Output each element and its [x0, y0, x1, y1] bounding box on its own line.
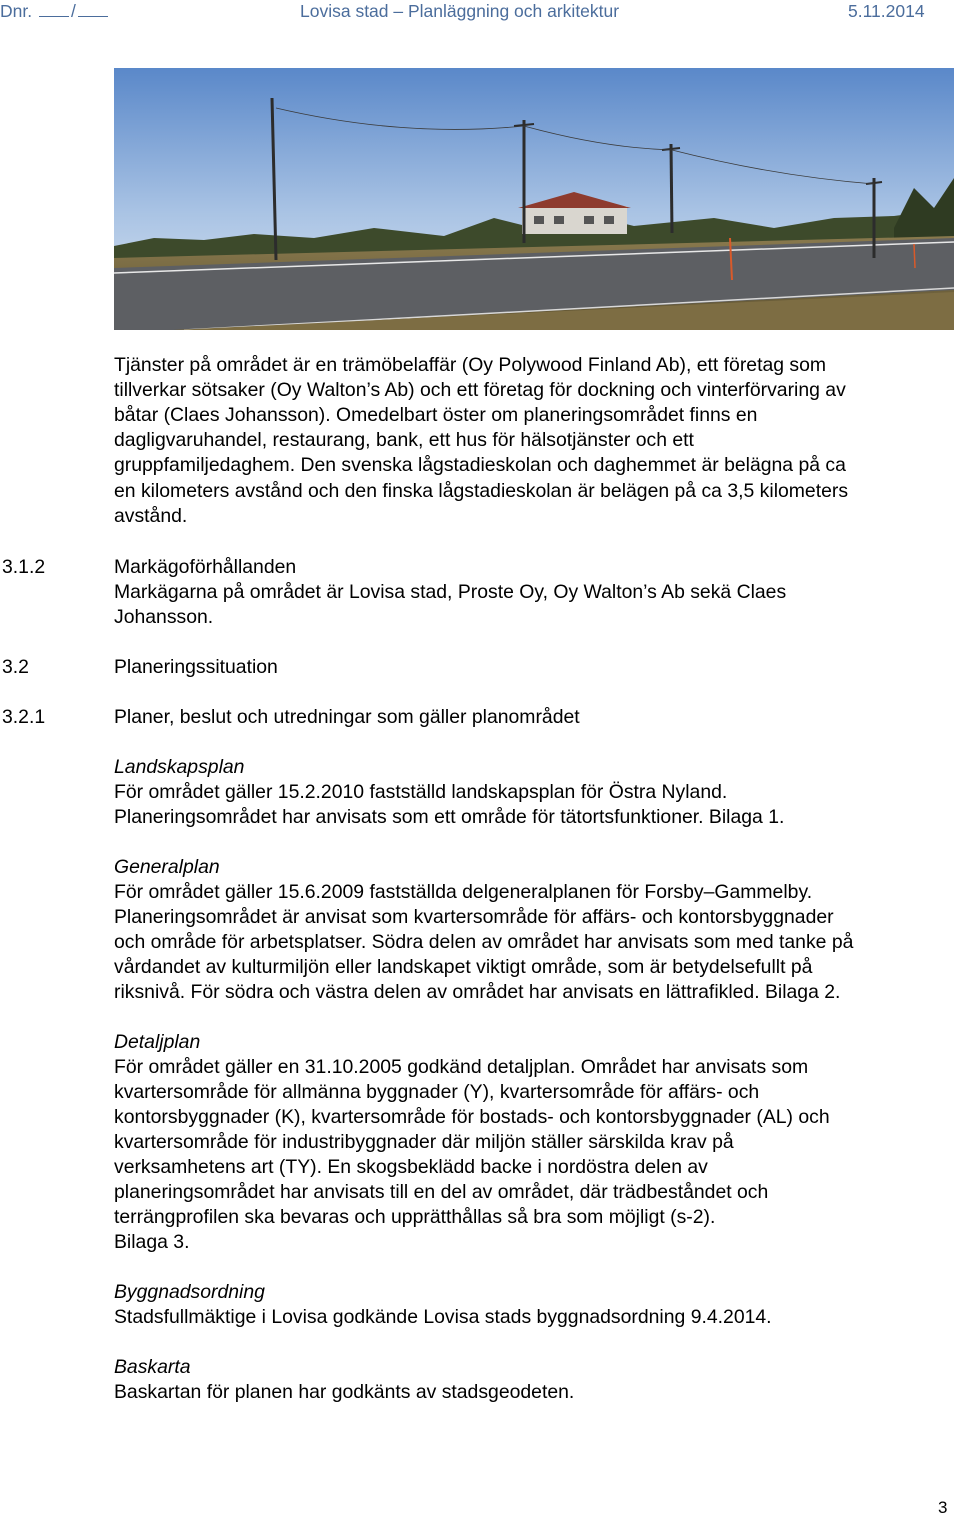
section-heading: Planer, beslut och utredningar som gäller planområdet	[114, 706, 580, 728]
subsection-line: kontorsbyggnader (K), kvartersområde för bostads- och kontorsbyggnader (AL) och	[114, 1106, 830, 1128]
intro-line-3: båtar (Claes Johansson). Omedelbart öster om planeringsområdet finns en	[114, 404, 758, 426]
page-header	[0, 0, 960, 22]
page-number: 3	[938, 1498, 948, 1517]
subsection-line: kvartersområde för allmänna byggnader (Y), kvartersområde för affärs- och	[114, 1081, 760, 1103]
header-date: 5.11.2014	[848, 1, 925, 21]
section-number: 3.2	[2, 656, 29, 678]
intro-line-7: avstånd.	[114, 505, 188, 527]
header-title: Lovisa stad – Planläggning och arkitektur	[300, 1, 620, 21]
section-number: 3.1.2	[2, 556, 46, 578]
site-photo	[114, 68, 954, 330]
subsection-line: vårdandet av kulturmiljön eller landskapet viktigt område, som är betydelsefullt på	[114, 956, 813, 978]
subsection-title: Generalplan	[114, 856, 220, 878]
intro-line-6: en kilometers avstånd och den finska lågstadieskolan är belägen på ca 3,5 kilometers	[114, 480, 849, 502]
subsection-line: terrängprofilen ska bevaras och upprätthållas så bra som möjligt (s-2).	[114, 1206, 716, 1228]
subsection-line: och område för arbetsplatser. Södra delen av området har anvisats som med tanke på	[114, 931, 854, 953]
subsection-line: För området gäller 15.6.2009 fastställda delgeneralplanen för Forsby–Gammelby.	[114, 881, 813, 903]
section-text-line: Johansson.	[114, 606, 214, 628]
intro-line-2: tillverkar sötsaker (Oy Walton’s Ab) och ett företag för dockning och vinterförvaring av	[114, 379, 846, 401]
subsection-title: Detaljplan	[114, 1031, 201, 1053]
subsection-line: kvartersområde för industribyggnader där miljön ställer särskilda krav på	[114, 1131, 734, 1153]
subsection-line: verksamhetens art (TY). En skogsbeklädd backe i nordöstra delen av	[114, 1156, 708, 1178]
intro-line-4: dagligvaruhandel, restaurang, bank, ett hus för hälsotjänster och ett	[114, 429, 694, 451]
subsection-line: Baskartan för planen har godkänts av stadsgeodeten.	[114, 1381, 575, 1403]
section-heading: Markägoförhållanden	[114, 556, 297, 578]
subsection-line: riksnivå. För södra och västra delen av området har anvisats en lättrafikled. Bilaga 2.	[114, 981, 841, 1003]
section-text-line: Markägarna på området är Lovisa stad, Proste Oy, Oy Walton’s Ab sekä Claes	[114, 581, 787, 603]
subsection-line: Stadsfullmäktige i Lovisa godkände Lovisa stads byggnadsordning 9.4.2014.	[114, 1306, 772, 1328]
subsection-title: Landskapsplan	[114, 756, 245, 778]
section-number: 3.2.1	[2, 706, 46, 728]
subsection-title: Baskarta	[114, 1356, 191, 1378]
section-heading: Planeringssituation	[114, 656, 278, 678]
subsection-line: Bilaga 3.	[114, 1231, 190, 1253]
subsection-line: Planeringsområdet har anvisats som ett område för tätortsfunktioner. Bilaga 1.	[114, 806, 785, 828]
subsection-line: planeringsområdet har anvisats till en del av området, där trädbeståndet och	[114, 1181, 769, 1203]
subsection-line: För området gäller 15.2.2010 fastställd landskapsplan för Östra Nyland.	[114, 781, 728, 803]
dnr-label: Dnr. /	[0, 0, 110, 22]
subsection-line: För området gäller en 31.10.2005 godkänd detaljplan. Området har anvisats som	[114, 1056, 809, 1078]
intro-line-1: Tjänster på området är en trämöbelaffär (Oy Polywood Finland Ab), ett företag som	[114, 354, 827, 376]
intro-line-5: gruppfamiljedaghem. Den svenska lågstadieskolan och daghemmet är belägna på ca	[114, 454, 846, 476]
subsection-line: Planeringsområdet är anvisat som kvartersområde för affärs- och kontorsbyggnader	[114, 906, 834, 928]
subsection-title: Byggnadsordning	[114, 1281, 265, 1303]
